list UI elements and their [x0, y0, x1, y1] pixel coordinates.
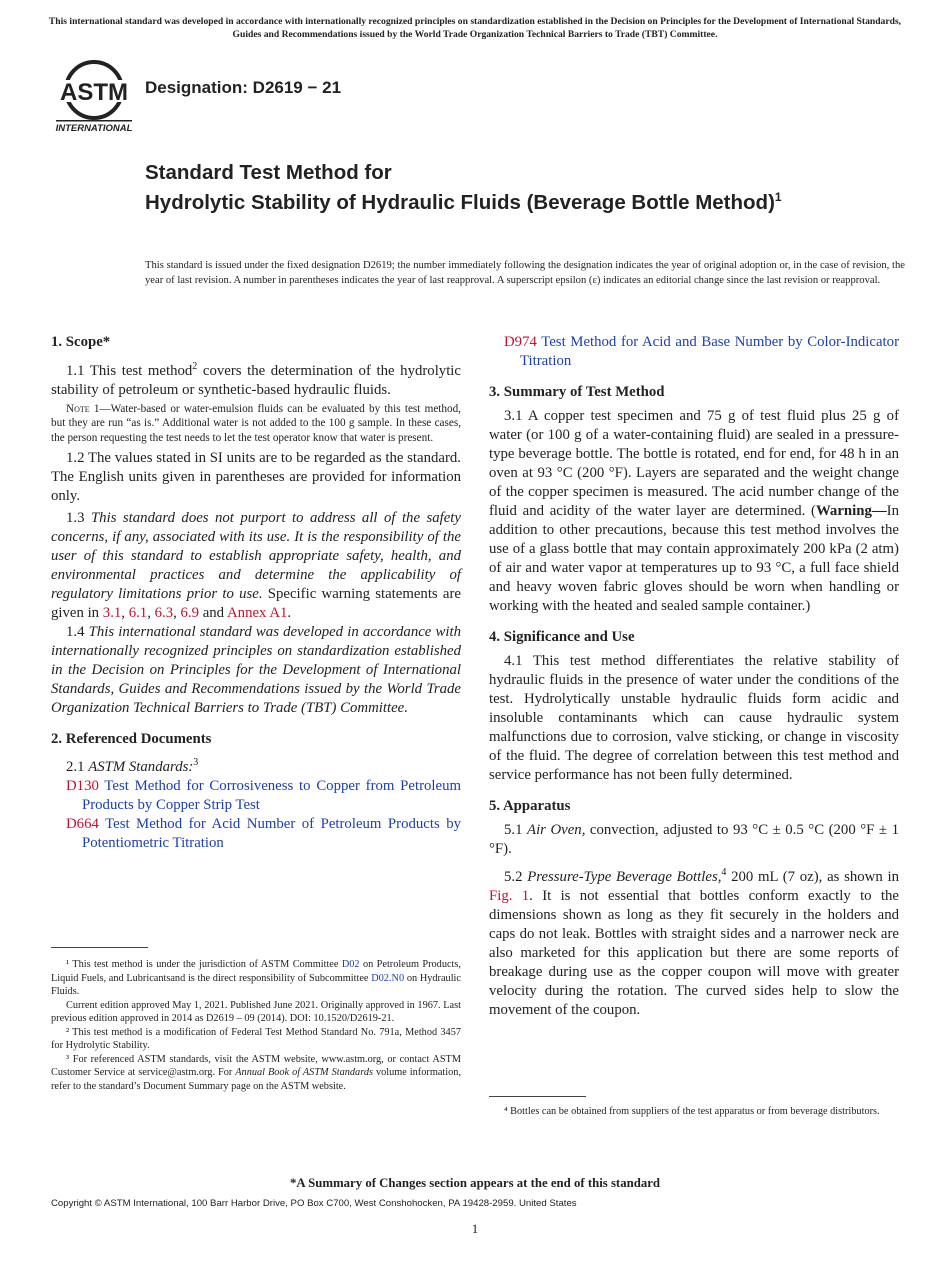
footnote-3: ³ For referenced ASTM standards, visit the ASTM website, www.astm.org, or contact ASTM Customer Service at service@astm.org. For Annual Book of ASTM Standards volume information, refer to the standard’s Document Summary page on the ASTM website.	[51, 1053, 461, 1092]
section-5-1: 5.1 Air Oven, convection, adjusted to 93 °C ± 0.5 °C (200 °F ± 1 °F).	[489, 822, 899, 857]
ref-d664[interactable]: D664 Test Method for Acid Number of Petroleum Products by Potentiometric Titration	[66, 816, 461, 852]
top-notice: This international standard was developed in accordance with internationally recognized principles on standardization established in the Decision on Principles for the Development of International Standards, Guides and Recommendations issued by the World Trade Organization Technical Barriers to Trade (TBT) Committee.	[48, 16, 902, 40]
footnotes-left	[51, 958, 461, 1093]
footnote-rule-right	[489, 1096, 586, 1097]
link-6-3[interactable]: 6.3	[154, 605, 174, 622]
scope-heading: 1. Scope*	[51, 334, 111, 350]
section-1-1: 1.1 This test method$^2$ covers the determination of the hydrolytic stability of petroleum or synthetic-based hydraulic fluids.	[51, 361, 461, 398]
footnote-1-edition: Current edition approved May 1, 2021. Published June 2021. Originally approved in 1967. Last previous edition approved in 2014 as D2619 – 09 (2014). DOI: 10.1520/D2619-21.	[51, 999, 461, 1024]
right-column	[489, 333, 899, 1020]
ref-d974[interactable]: D974 Test Method for Acid and Base Number by Color-Indicator Titration	[504, 334, 899, 369]
link-6-9[interactable]: 6.9	[180, 605, 200, 622]
footnote-1: ¹ This test method is under the jurisdiction of ASTM Committee D02 on Petroleum Products, Liquid Fuels, and Lubricantsand is the direct responsibility of Subcommittee D02.N0 on Hydraulic Fluids.	[51, 959, 461, 997]
footnote-2: ² This test method is a modification of Federal Test Method Standard No. 791a, Method 3457 for Hydrolytic Stability.	[51, 1026, 461, 1051]
section-2-1: 2.1 ASTM Standards:$^3$	[66, 757, 199, 776]
logo-caption: INTERNATIONAL	[55, 123, 133, 134]
section-5-2: 5.2 Pressure-Type Beverage Bottles,$^4$ 200 mL (7 oz), as shown in Fig. 1. It is not essential that bottles conform exactly to the dimensions shown as long as they fit securely in the holders and caps do not leak. Bottles with straight sides and a narrower neck are also marketed for this application but there are some reports of breakage during use as the copper coupon will move with greater velocity during the rotation. The curved sides help to slow the movement of the coupon.	[489, 867, 899, 1018]
ref-d130[interactable]: D130 Test Method for Corrosiveness to Copper from Petroleum Products by Copper Strip Test	[66, 778, 461, 814]
footnote-4: ⁴ Bottles can be obtained from suppliers of the test apparatus or from beverage distributors.	[504, 1106, 880, 1117]
title-line-2: Hydrolytic Stability of Hydraulic Fluids (Beverage Bottle Method)	[145, 190, 775, 214]
apparatus-heading: 5. Apparatus	[489, 798, 571, 814]
copyright-line: Copyright © ASTM International, 100 Barr Harbor Drive, PO Box C700, West Conshohocken, PA 19428-2959. United States	[51, 1198, 577, 1209]
section-1-4: 1.4 This international standard was developed in accordance with internationally recognized principles on standardization established in the Decision on Principles for the Development of International Standards, Guides and Recommendations issued by the World Trade Organization Technical Barriers to Trade (TBT) Committee.	[51, 624, 461, 717]
section-1-3: 1.3 This standard does not purport to address all of the safety concerns, if any, associated with its use. It is the responsibility of the user of this standard to establish appropriate safety, health, and environmental practices and determine the applicability of regulatory limitations prior to use. Specific warning statements are given in 3.1, 6.1, 6.3, 6.9 and Annex A1.	[51, 510, 461, 622]
significance-heading: 4. Significance and Use	[489, 629, 635, 645]
summary-of-changes-note: *A Summary of Changes section appears at the end of this standard	[289, 1176, 661, 1190]
astm-logo	[54, 56, 134, 136]
title-line-1: Standard Test Method for	[145, 161, 392, 184]
left-column	[51, 333, 461, 853]
title-footnote-mark: 1	[774, 190, 782, 204]
footnote-rule-left	[51, 947, 148, 948]
referenced-documents-heading: 2. Referenced Documents	[51, 731, 212, 748]
section-4-1: 4.1 This test method differentiates the relative stability of hydraulic fluids in the presence of water under the conditions of the test. Hydrolytically unstable hydraulic fluids form acidic and insoluble contaminants which can cause hydraulic system malfunctions due to corrosion, valve sticking, or change in viscosity of the fluid. The degree of correlation between this test method and service performance has not been fully determined.	[489, 653, 899, 783]
link-annex-a1[interactable]: Annex A1	[226, 605, 288, 622]
section-3-1: 3.1 A copper test specimen and 75 g of test fluid plus 25 g of water (or 100 g of a water-containing fluid) are sealed in a pressure-type beverage bottle. The bottle is rotated, end for end, for 48 h in an oven at 93 °C (200 °F). Layers are separated and the weight change of the copper specimen is measured. The acid number change of the fluid and acidity of the water layer are determined. (Warning—In addition to other precautions, because this test method involves the use of a glass bottle that may contain approximately 200 kPa (2 atm) of air and water vapor at temperatures up to 93 °C, a full face shield and heavy woven fabric gloves should be worn when handling or working with the heated and sealed sample container.)	[489, 408, 899, 614]
logo-letters: ASTM	[60, 79, 128, 106]
link-d02-n0[interactable]: D02.N0	[371, 972, 405, 984]
note-1: Note 1—Water-based or water-emulsion fluids can be evaluated by this test method, but they are run “as is.” Additional water is not added to the 100 g sample. In these cases, the person requesting the test needs to let the test operator know that water is present.	[51, 402, 461, 444]
link-3-1[interactable]: 3.1	[102, 605, 122, 622]
summary-heading: 3. Summary of Test Method	[489, 384, 665, 400]
designation: Designation: D2619 − 21	[145, 78, 342, 97]
link-fig-1[interactable]: Fig. 1	[489, 887, 530, 904]
document-title	[145, 160, 905, 215]
issued-statement: This standard is issued under the fixed designation D2619; the number immediately following the designation indicates the year of original adoption or, in the case of revision, the year of last revision. A number in parentheses indicates the year of last reapproval. A superscript epsilon (ε) indicates an editorial change since the last revision or reapproval.	[145, 260, 905, 286]
page-number: 1	[471, 1221, 479, 1236]
link-d02[interactable]: D02	[341, 959, 360, 970]
section-1-2: 1.2 The values stated in SI units are to be regarded as the standard. The English units given in parentheses are provided for information only.	[51, 450, 461, 505]
link-6-1[interactable]: 6.1	[128, 605, 148, 622]
